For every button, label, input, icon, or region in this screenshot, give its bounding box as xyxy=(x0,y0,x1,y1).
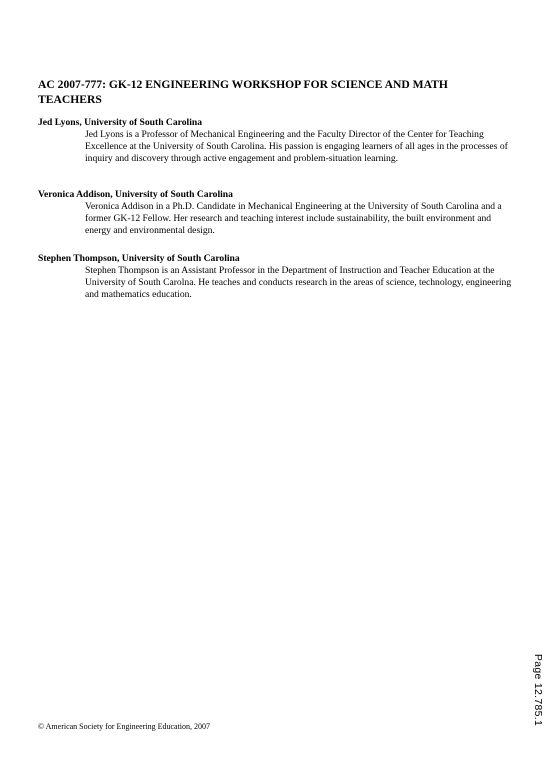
author-name: Jed Lyons, University of South Carolina xyxy=(38,117,203,128)
author-block xyxy=(38,189,516,237)
page-number: Page 12.785.1 xyxy=(532,653,544,727)
author-name: Veronica Addison, University of South Carolina xyxy=(38,189,233,200)
author-name: Stephen Thompson, University of South Carolina xyxy=(38,253,240,264)
paper-title: AC 2007-777: GK-12 ENGINEERING WORKSHOP FOR SCIENCE AND MATH TEACHERS xyxy=(38,78,448,106)
author-block xyxy=(38,253,516,301)
author-bio: Jed Lyons is a Professor of Mechanical Engineering and the Faculty Director of the Center for Teaching Excellence at the University of South Carolina. His passion is engaging learners of all ages in the processes of inquiry and discovery through active engagement and problem-situation learning. xyxy=(85,129,508,164)
author-bio: Veronica Addison in a Ph.D. Candidate in Mechanical Engineering at the University of South Carolina and a former GK-12 Fellow. Her research and teaching interest include sustainability, the built environment and energy and environmental design. xyxy=(85,201,502,236)
author-block xyxy=(38,117,516,165)
copyright-footer: © American Society for Engineering Education, 2007 xyxy=(38,722,211,731)
author-bio: Stephen Thompson is an Assistant Professor in the Department of Instruction and Teacher Education at the University of South Carolna. He teaches and conducts research in the areas of science, technology, engineering and mathematics education. xyxy=(85,265,512,300)
